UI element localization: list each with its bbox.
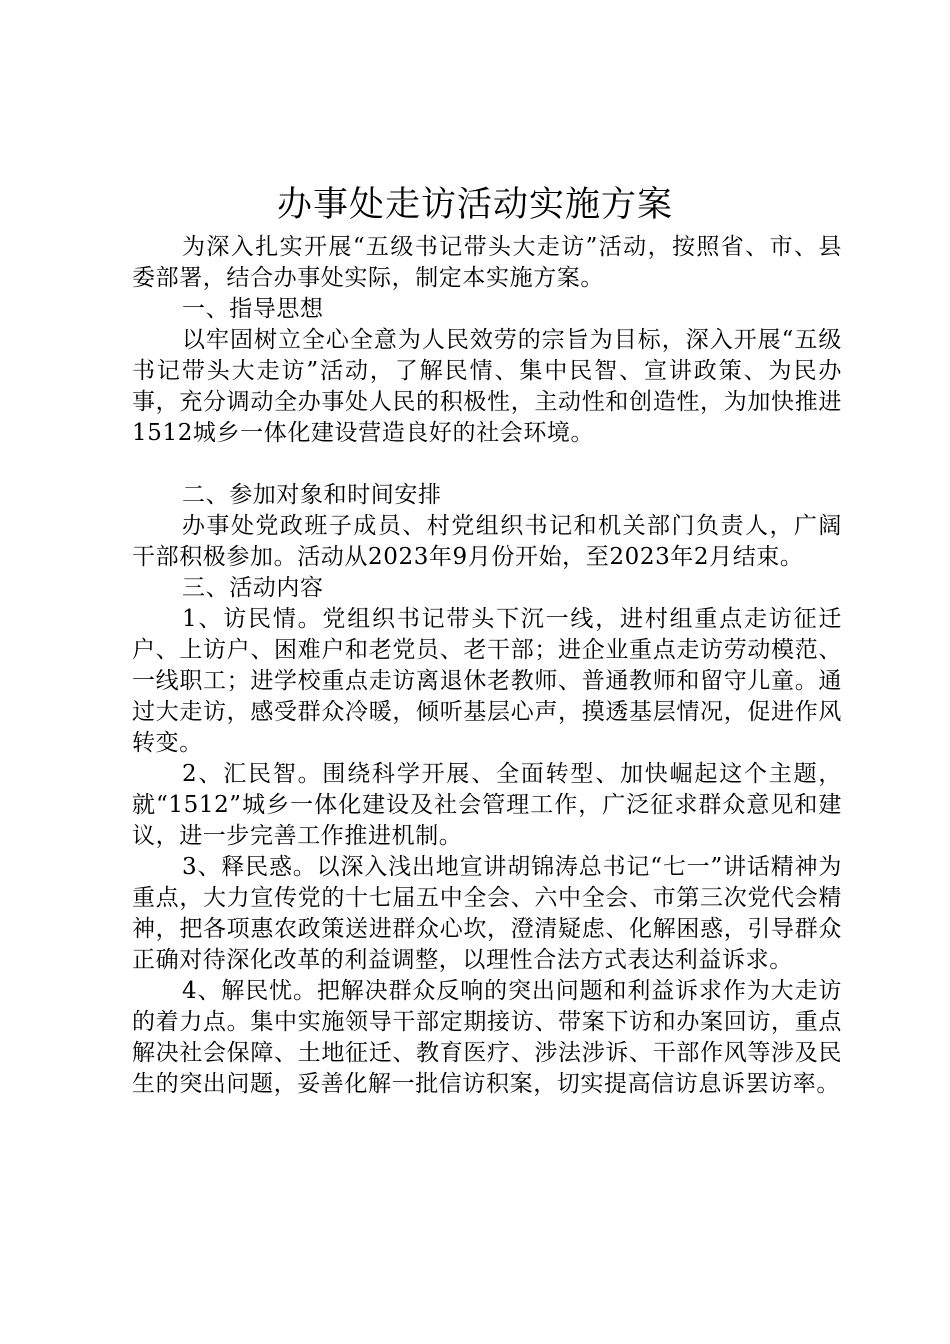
document-title: 办事处走访活动实施方案	[276, 185, 673, 225]
guiding-thought-paragraph: 以牢固树立全心全意为人民效劳的宗旨为目标，深入开展“五级书记带头大走访”活动，了解民情、集中民智、宣讲政策、为民办事，充分调动全办事处人民的积极性，主动性和创造性，为加快推进1512城乡一体化建设营造良好的社会环境。	[132, 327, 842, 446]
section-heading-activity-content: 三、活动内容	[182, 575, 324, 601]
document-body	[132, 232, 842, 1100]
activity-item-explain-doubts: 3、释民惑。以深入浅出地宣讲胡锦涛总书记“七一”讲话精神为重点，大力宣传党的十七届五中全会、六中全会、市第三次党代会精神，把各项惠农政策送进群众心坎，澄清疑虑、化解困惑，引导群众正确对待深化改革的利益调整，以理性合法方式表达利益诉求。	[132, 854, 842, 973]
activity-item-solve-worries: 4、解民忧。把解决群众反响的突出问题和利益诉求作为大走访的着力点。集中实施领导干部定期接访、带案下访和办案回访，重点解决社会保障、土地征迁、教育医疗、涉法涉诉、干部作风等涉及民生的突出问题，妥善化解一批信访积案，切实提高信访息诉罢访率。	[132, 978, 842, 1097]
intro-paragraph: 为深入扎实开展“五级书记带头大走访”活动，按照省、市、县委部署，结合办事处实际，制定本实施方案。	[132, 234, 842, 291]
activity-item-gather-wisdom: 2、汇民智。围绕科学开展、全面转型、加快崛起这个主题，就“1512”城乡一体化建设及社会管理工作，广泛征求群众意见和建议，进一步完善工作推进机制。	[132, 761, 842, 849]
section-heading-guiding-thought: 一、指导思想	[182, 296, 324, 322]
participants-schedule-paragraph: 办事处党政班子成员、村党组织书记和机关部门负责人，广阔干部积极参加。活动从2023年9月份开始，至2023年2月结束。	[132, 513, 842, 570]
section-heading-participants-schedule: 二、参加对象和时间安排	[182, 482, 442, 508]
activity-item-visit-people: 1、访民情。党组织书记带头下沉一线，进村组重点走访征迁户、上访户、困难户和老党员、老干部；进企业重点走访劳动模范、一线职工；进学校重点走访离退休老教师、普通教师和留守儿童。通过大走访，感受群众冷暖，倾听基层心声，摸透基层情况，促进作风转变。	[132, 606, 842, 756]
blank-line	[132, 449, 842, 480]
